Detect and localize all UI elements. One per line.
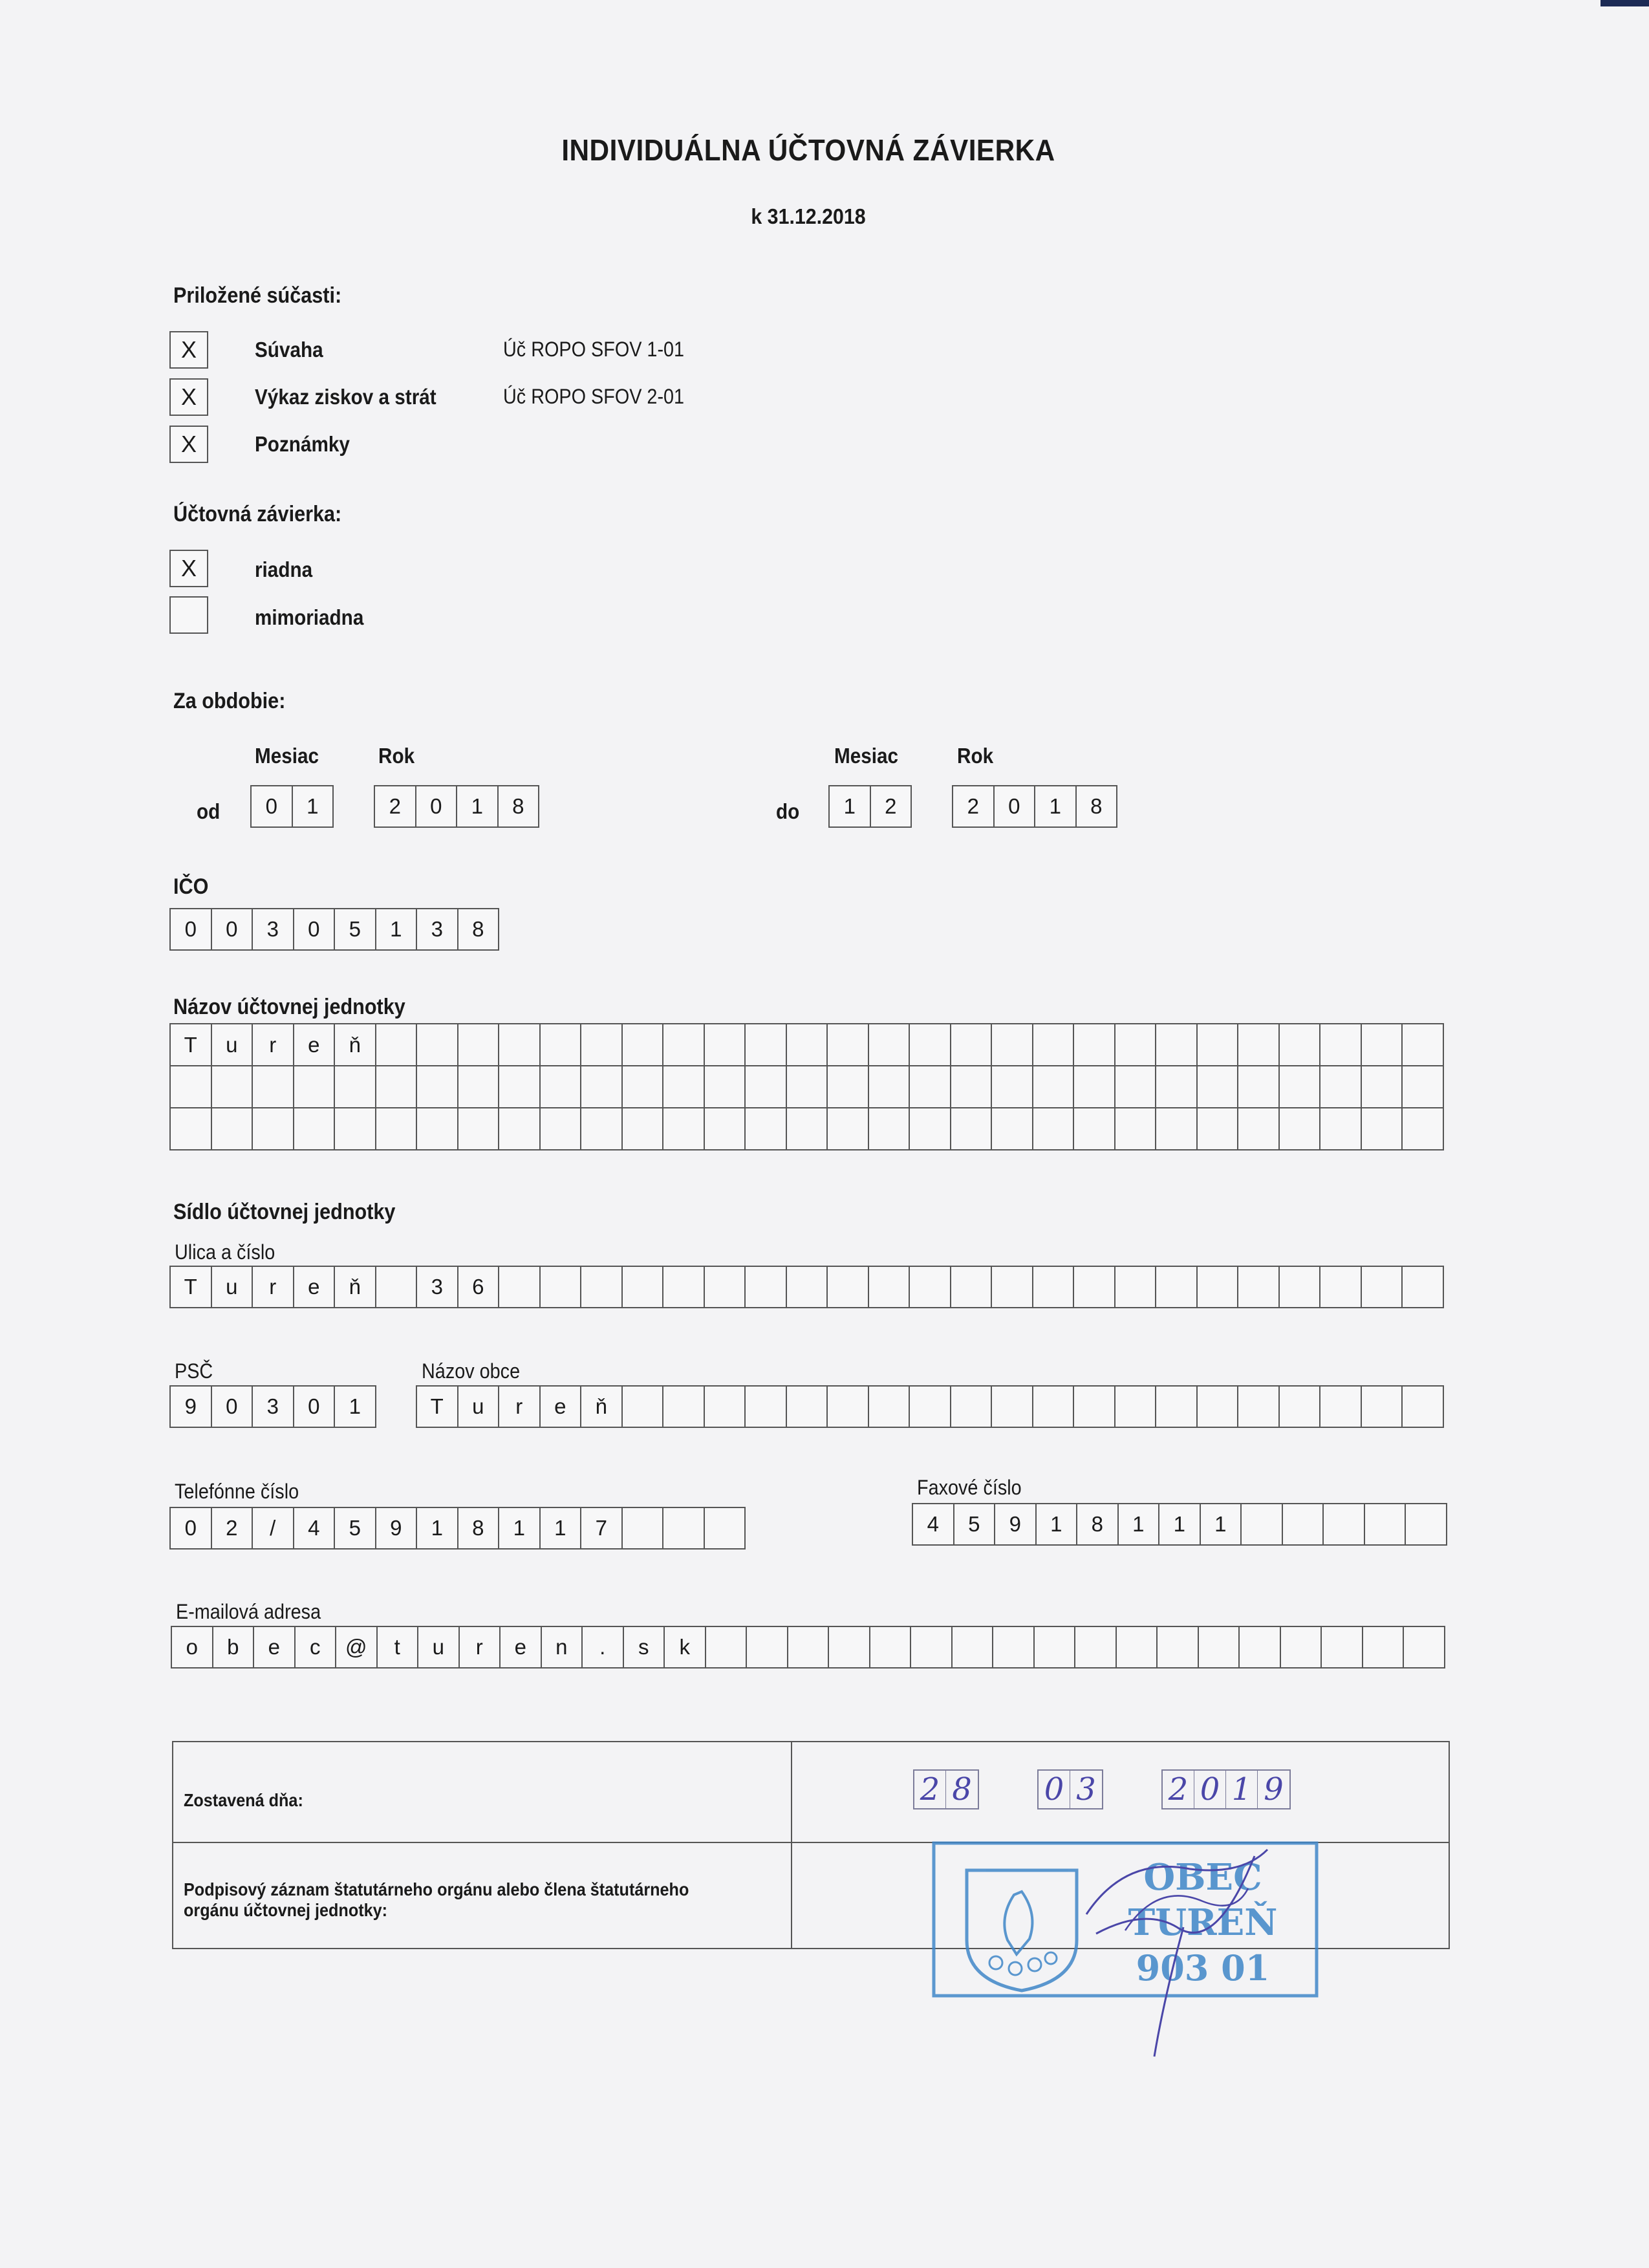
char-cell: 3 xyxy=(253,1387,294,1427)
handwritten-digit: 2 xyxy=(1163,1771,1194,1808)
char-cell xyxy=(1363,1627,1405,1667)
char-cell xyxy=(1320,1267,1362,1307)
char-cell: 2 xyxy=(871,786,912,826)
char-cell xyxy=(746,1108,787,1149)
handwritten-digit: 9 xyxy=(1264,1771,1284,1808)
psc-label: PSČ xyxy=(175,1359,213,1383)
document-title: INDIVIDUÁLNA ÚČTOVNÁ ZÁVIERKA xyxy=(561,133,1055,167)
char-cell xyxy=(581,1108,623,1149)
char-cell xyxy=(1280,1387,1321,1427)
char-cell: 0 xyxy=(294,909,336,949)
checkbox-mimoriadna[interactable] xyxy=(169,596,208,634)
stamp-line-1: OBEC xyxy=(1143,1856,1262,1899)
char-cell: 8 xyxy=(1077,786,1118,826)
char-cell: s xyxy=(624,1627,665,1667)
char-cell: 8 xyxy=(458,1508,500,1548)
char-cell xyxy=(294,1108,336,1149)
char-cell xyxy=(910,1267,951,1307)
char-cell xyxy=(1033,1387,1075,1427)
char-cell xyxy=(1116,1108,1157,1149)
char-cell: e xyxy=(294,1267,336,1307)
char-cell: 6 xyxy=(458,1267,500,1307)
char-cell: 1 xyxy=(1037,1504,1078,1544)
char-cell xyxy=(1322,1627,1363,1667)
checkbox-poznamky[interactable]: X xyxy=(169,426,208,463)
fax-field[interactable] xyxy=(912,1503,1447,1546)
char-cell xyxy=(1403,1267,1444,1307)
char-cell: . xyxy=(583,1627,624,1667)
char-cell: k xyxy=(665,1627,706,1667)
char-cell xyxy=(376,1066,418,1107)
char-cell xyxy=(417,1024,458,1065)
char-cell xyxy=(1075,1627,1117,1667)
char-cell: 5 xyxy=(335,909,376,949)
psc-field[interactable] xyxy=(169,1385,376,1428)
code-vykaz: Úč ROPO SFOV 2-01 xyxy=(503,385,685,408)
char-cell xyxy=(829,1627,870,1667)
char-cell xyxy=(623,1387,664,1427)
char-cell xyxy=(171,1066,212,1107)
char-cell xyxy=(581,1267,623,1307)
char-cell xyxy=(787,1387,828,1427)
char-cell xyxy=(663,1267,705,1307)
char-cell xyxy=(1074,1108,1116,1149)
char-cell: o xyxy=(172,1627,213,1667)
char-cell: 1 xyxy=(335,1387,376,1427)
char-cell xyxy=(253,1108,294,1149)
char-cell xyxy=(788,1627,830,1667)
char-cell xyxy=(171,1108,212,1149)
ico-field[interactable] xyxy=(169,908,499,951)
char-cell xyxy=(1362,1024,1403,1065)
label-suvaha: Súvaha xyxy=(255,338,323,362)
phone-field[interactable] xyxy=(169,1507,746,1550)
compiled-label: Zostavená dňa: xyxy=(184,1790,303,1810)
char-cell xyxy=(1238,1024,1280,1065)
char-cell xyxy=(376,1108,418,1149)
char-cell xyxy=(828,1066,869,1107)
char-cell: / xyxy=(253,1508,294,1548)
char-cell: c xyxy=(296,1627,337,1667)
char-cell xyxy=(1406,1504,1447,1544)
char-cell: 1 xyxy=(830,786,871,826)
email-label: E-mailová adresa xyxy=(176,1600,321,1623)
char-cell: 7 xyxy=(581,1508,623,1548)
char-cell xyxy=(746,1267,787,1307)
char-cell: 8 xyxy=(458,909,500,949)
char-cell xyxy=(911,1627,953,1667)
phone-label: Telefónne číslo xyxy=(175,1480,299,1503)
char-cell: 2 xyxy=(375,786,416,826)
char-cell xyxy=(1074,1387,1116,1427)
char-cell xyxy=(1116,1066,1157,1107)
char-cell xyxy=(747,1627,788,1667)
char-cell xyxy=(992,1267,1033,1307)
char-cell xyxy=(1033,1066,1075,1107)
char-cell: 1 xyxy=(1119,1504,1160,1544)
char-cell: u xyxy=(418,1627,460,1667)
char-cell xyxy=(499,1024,541,1065)
char-cell xyxy=(294,1066,336,1107)
char-cell xyxy=(705,1066,746,1107)
char-cell xyxy=(1362,1267,1403,1307)
char-cell: u xyxy=(212,1024,253,1065)
compiled-day-field[interactable] xyxy=(913,1769,979,1809)
grid-row xyxy=(171,1066,1444,1108)
char-cell xyxy=(1156,1066,1198,1107)
char-cell xyxy=(1320,1108,1362,1149)
to-label: do xyxy=(776,799,800,823)
from-month-label: Mesiac xyxy=(255,744,319,768)
char-cell xyxy=(1280,1108,1321,1149)
char-cell xyxy=(828,1267,869,1307)
char-cell xyxy=(541,1024,582,1065)
char-cell: 1 xyxy=(541,1508,582,1548)
char-cell: n xyxy=(542,1627,583,1667)
char-cell xyxy=(1198,1024,1239,1065)
char-cell xyxy=(212,1066,253,1107)
char-cell: e xyxy=(501,1627,542,1667)
char-cell xyxy=(1198,1108,1239,1149)
char-cell: 3 xyxy=(417,1267,458,1307)
char-cell: 8 xyxy=(1077,1504,1119,1544)
char-cell xyxy=(335,1108,376,1149)
stamp-line-2: TUREŇ xyxy=(1128,1901,1278,1944)
char-cell xyxy=(951,1066,993,1107)
char-cell xyxy=(376,1267,418,1307)
char-cell xyxy=(376,1024,418,1065)
unit-name-label: Názov účtovnej jednotky xyxy=(173,995,405,1019)
char-cell: 1 xyxy=(1201,1504,1242,1544)
char-cell xyxy=(951,1108,993,1149)
char-cell: 0 xyxy=(416,786,458,826)
char-cell xyxy=(828,1108,869,1149)
char-cell: 1 xyxy=(499,1508,541,1548)
statement-type-heading: Účtovná závierka: xyxy=(173,502,342,526)
char-cell xyxy=(992,1066,1033,1107)
char-cell xyxy=(705,1387,746,1427)
official-stamp xyxy=(931,1830,1319,2063)
attachments-heading: Priložené súčasti: xyxy=(173,283,342,308)
handwritten-digit: 8 xyxy=(952,1771,972,1808)
char-cell xyxy=(663,1508,705,1548)
char-cell xyxy=(1362,1066,1403,1107)
char-cell xyxy=(541,1267,582,1307)
char-cell xyxy=(581,1066,623,1107)
char-cell: 4 xyxy=(294,1508,336,1548)
char-cell xyxy=(1403,1024,1444,1065)
char-cell xyxy=(869,1066,911,1107)
char-cell xyxy=(1320,1066,1362,1107)
char-cell xyxy=(1117,1627,1158,1667)
to-month-label: Mesiac xyxy=(834,744,899,768)
char-cell xyxy=(623,1108,664,1149)
char-cell: 9 xyxy=(995,1504,1037,1544)
handwritten-digit: 2 xyxy=(914,1771,946,1808)
grid-row xyxy=(171,1024,1444,1066)
char-cell xyxy=(910,1387,951,1427)
char-cell xyxy=(1362,1108,1403,1149)
char-cell xyxy=(869,1024,911,1065)
char-cell xyxy=(1403,1066,1444,1107)
char-cell: 1 xyxy=(293,786,334,826)
char-cell xyxy=(1280,1267,1321,1307)
period-heading: Za obdobie: xyxy=(173,689,286,713)
char-cell xyxy=(623,1066,664,1107)
char-cell xyxy=(705,1024,746,1065)
from-month-field[interactable] xyxy=(250,785,334,828)
handwritten-digit: 0 xyxy=(1039,1771,1070,1808)
char-cell xyxy=(1238,1267,1280,1307)
char-cell xyxy=(870,1627,912,1667)
char-cell xyxy=(953,1627,994,1667)
char-cell xyxy=(1033,1024,1075,1065)
char-cell: e xyxy=(254,1627,296,1667)
to-year-label: Rok xyxy=(957,744,994,768)
char-cell xyxy=(663,1387,705,1427)
compiled-year-field[interactable] xyxy=(1161,1769,1291,1809)
char-cell: 9 xyxy=(171,1387,212,1427)
char-cell: 5 xyxy=(335,1508,376,1548)
char-cell xyxy=(335,1066,376,1107)
char-cell: T xyxy=(171,1024,212,1065)
char-cell: 0 xyxy=(171,1508,212,1548)
char-cell xyxy=(869,1108,911,1149)
char-cell: r xyxy=(253,1267,294,1307)
char-cell xyxy=(746,1387,787,1427)
char-cell: 1 xyxy=(376,909,418,949)
char-cell: 9 xyxy=(376,1508,418,1548)
char-cell: e xyxy=(541,1387,582,1427)
label-mimoriadna: mimoriadna xyxy=(255,605,364,629)
char-cell xyxy=(1324,1504,1365,1544)
char-cell xyxy=(828,1387,869,1427)
grid-row xyxy=(171,1108,1444,1149)
from-label: od xyxy=(197,799,221,823)
char-cell xyxy=(1198,1387,1239,1427)
seat-heading: Sídlo účtovnej jednotky xyxy=(173,1200,396,1224)
char-cell xyxy=(212,1108,253,1149)
char-cell xyxy=(910,1108,951,1149)
char-cell xyxy=(1280,1024,1321,1065)
char-cell: 4 xyxy=(913,1504,954,1544)
char-cell: 2 xyxy=(212,1508,253,1548)
char-cell: 0 xyxy=(212,1387,253,1427)
char-cell: 1 xyxy=(1159,1504,1201,1544)
char-cell xyxy=(1035,1627,1076,1667)
char-cell xyxy=(1198,1267,1239,1307)
char-cell xyxy=(581,1024,623,1065)
char-cell xyxy=(1033,1108,1075,1149)
char-cell: 0 xyxy=(995,786,1036,826)
char-cell xyxy=(951,1024,993,1065)
char-cell xyxy=(458,1024,500,1065)
char-cell xyxy=(910,1066,951,1107)
char-cell xyxy=(1158,1627,1199,1667)
char-cell: e xyxy=(294,1024,336,1065)
char-cell xyxy=(1403,1387,1444,1427)
signature-label: Podpisový záznam štatutárneho orgánu alebo člena štatutárneho orgánu účtovnej jednotky: xyxy=(184,1879,689,1920)
char-cell xyxy=(992,1024,1033,1065)
document-date: k 31.12.2018 xyxy=(751,204,866,228)
unit-name-field[interactable] xyxy=(169,1023,1444,1150)
char-cell xyxy=(1365,1504,1406,1544)
char-cell: r xyxy=(499,1387,541,1427)
char-cell: 2 xyxy=(953,786,995,826)
checkbox-vykaz[interactable]: X xyxy=(169,378,208,416)
char-cell: 8 xyxy=(499,786,540,826)
char-cell xyxy=(1156,1024,1198,1065)
street-label: Ulica a číslo xyxy=(175,1240,275,1264)
char-cell xyxy=(499,1108,541,1149)
char-cell: r xyxy=(460,1627,501,1667)
char-cell xyxy=(499,1267,541,1307)
char-cell xyxy=(828,1024,869,1065)
char-cell xyxy=(706,1627,748,1667)
char-cell xyxy=(746,1066,787,1107)
char-cell: T xyxy=(417,1387,458,1427)
char-cell xyxy=(253,1066,294,1107)
char-cell xyxy=(1116,1387,1157,1427)
char-cell xyxy=(1242,1504,1283,1544)
char-cell: 1 xyxy=(417,1508,458,1548)
scan-edge-mark xyxy=(1600,0,1649,6)
char-cell xyxy=(1362,1387,1403,1427)
char-cell: ň xyxy=(581,1387,623,1427)
char-cell xyxy=(623,1267,664,1307)
char-cell xyxy=(541,1108,582,1149)
from-year-field[interactable] xyxy=(374,785,539,828)
char-cell xyxy=(1198,1066,1239,1107)
char-cell xyxy=(623,1024,664,1065)
char-cell: 1 xyxy=(1035,786,1077,826)
char-cell xyxy=(705,1267,746,1307)
char-cell xyxy=(787,1267,828,1307)
char-cell: ň xyxy=(335,1024,376,1065)
char-cell xyxy=(1280,1066,1321,1107)
char-cell xyxy=(663,1108,705,1149)
label-vykaz: Výkaz ziskov a strát xyxy=(255,385,436,409)
char-cell xyxy=(1283,1504,1324,1544)
char-cell: @ xyxy=(336,1627,378,1667)
char-cell: 0 xyxy=(171,909,212,949)
char-cell xyxy=(1156,1267,1198,1307)
char-cell: 3 xyxy=(417,909,458,949)
char-cell xyxy=(910,1024,951,1065)
char-cell xyxy=(663,1066,705,1107)
char-cell xyxy=(1156,1387,1198,1427)
char-cell xyxy=(1156,1108,1198,1149)
char-cell xyxy=(458,1066,500,1107)
char-cell: 5 xyxy=(954,1504,996,1544)
street-field[interactable] xyxy=(169,1266,1444,1308)
town-field[interactable] xyxy=(416,1385,1444,1428)
char-cell: ň xyxy=(335,1267,376,1307)
char-cell xyxy=(992,1387,1033,1427)
footer-divider xyxy=(791,1742,792,1948)
char-cell: r xyxy=(253,1024,294,1065)
char-cell: 3 xyxy=(253,909,294,949)
char-cell: u xyxy=(458,1387,500,1427)
char-cell xyxy=(992,1108,1033,1149)
char-cell xyxy=(951,1387,993,1427)
char-cell xyxy=(993,1627,1035,1667)
char-cell xyxy=(1199,1627,1240,1667)
checkbox-riadna[interactable]: X xyxy=(169,550,208,587)
char-cell: T xyxy=(171,1267,212,1307)
char-cell xyxy=(1240,1627,1281,1667)
char-cell xyxy=(1281,1627,1322,1667)
char-cell xyxy=(1238,1108,1280,1149)
char-cell: 0 xyxy=(212,909,253,949)
char-cell xyxy=(1074,1024,1116,1065)
char-cell: 1 xyxy=(457,786,499,826)
ico-label: IČO xyxy=(173,874,209,899)
from-year-label: Rok xyxy=(378,744,415,768)
char-cell xyxy=(1238,1066,1280,1107)
char-cell xyxy=(787,1024,828,1065)
char-cell xyxy=(663,1024,705,1065)
char-cell xyxy=(417,1066,458,1107)
char-cell xyxy=(1320,1024,1362,1065)
char-cell: b xyxy=(213,1627,255,1667)
label-poznamky: Poznámky xyxy=(255,432,350,456)
char-cell xyxy=(705,1508,746,1548)
stamp-line-3: 903 01 xyxy=(1136,1947,1270,1989)
char-cell xyxy=(869,1387,911,1427)
char-cell: 0 xyxy=(252,786,293,826)
char-cell: 0 xyxy=(294,1387,336,1427)
code-suvaha: Úč ROPO SFOV 1-01 xyxy=(503,338,685,361)
town-label: Názov obce xyxy=(422,1359,521,1383)
label-riadna: riadna xyxy=(255,557,313,581)
char-cell xyxy=(1403,1108,1444,1149)
char-cell xyxy=(499,1066,541,1107)
coat-of-arms-icon xyxy=(967,1870,1077,1991)
char-cell xyxy=(746,1024,787,1065)
char-cell: u xyxy=(212,1267,253,1307)
char-cell xyxy=(1116,1024,1157,1065)
char-cell: t xyxy=(378,1627,419,1667)
char-cell xyxy=(1116,1267,1157,1307)
handwritten-digit: 1 xyxy=(1226,1771,1258,1808)
handwritten-digit: 0 xyxy=(1194,1771,1226,1808)
char-cell xyxy=(1033,1267,1075,1307)
char-cell xyxy=(787,1066,828,1107)
compiled-month-field[interactable] xyxy=(1037,1769,1103,1809)
email-field[interactable] xyxy=(171,1626,1445,1669)
handwritten-digit: 3 xyxy=(1076,1771,1096,1808)
char-cell xyxy=(1320,1387,1362,1427)
char-cell xyxy=(623,1508,664,1548)
char-cell xyxy=(541,1066,582,1107)
checkbox-suvaha[interactable]: X xyxy=(169,331,208,369)
char-cell xyxy=(1074,1267,1116,1307)
char-cell xyxy=(951,1267,993,1307)
char-cell xyxy=(705,1108,746,1149)
char-cell xyxy=(417,1108,458,1149)
char-cell xyxy=(458,1108,500,1149)
char-cell xyxy=(1074,1066,1116,1107)
char-cell xyxy=(869,1267,911,1307)
char-cell xyxy=(1404,1627,1445,1667)
char-cell xyxy=(1238,1387,1280,1427)
fax-label: Faxové číslo xyxy=(917,1476,1022,1499)
to-month-field[interactable] xyxy=(828,785,912,828)
char-cell xyxy=(787,1108,828,1149)
to-year-field[interactable] xyxy=(952,785,1117,828)
